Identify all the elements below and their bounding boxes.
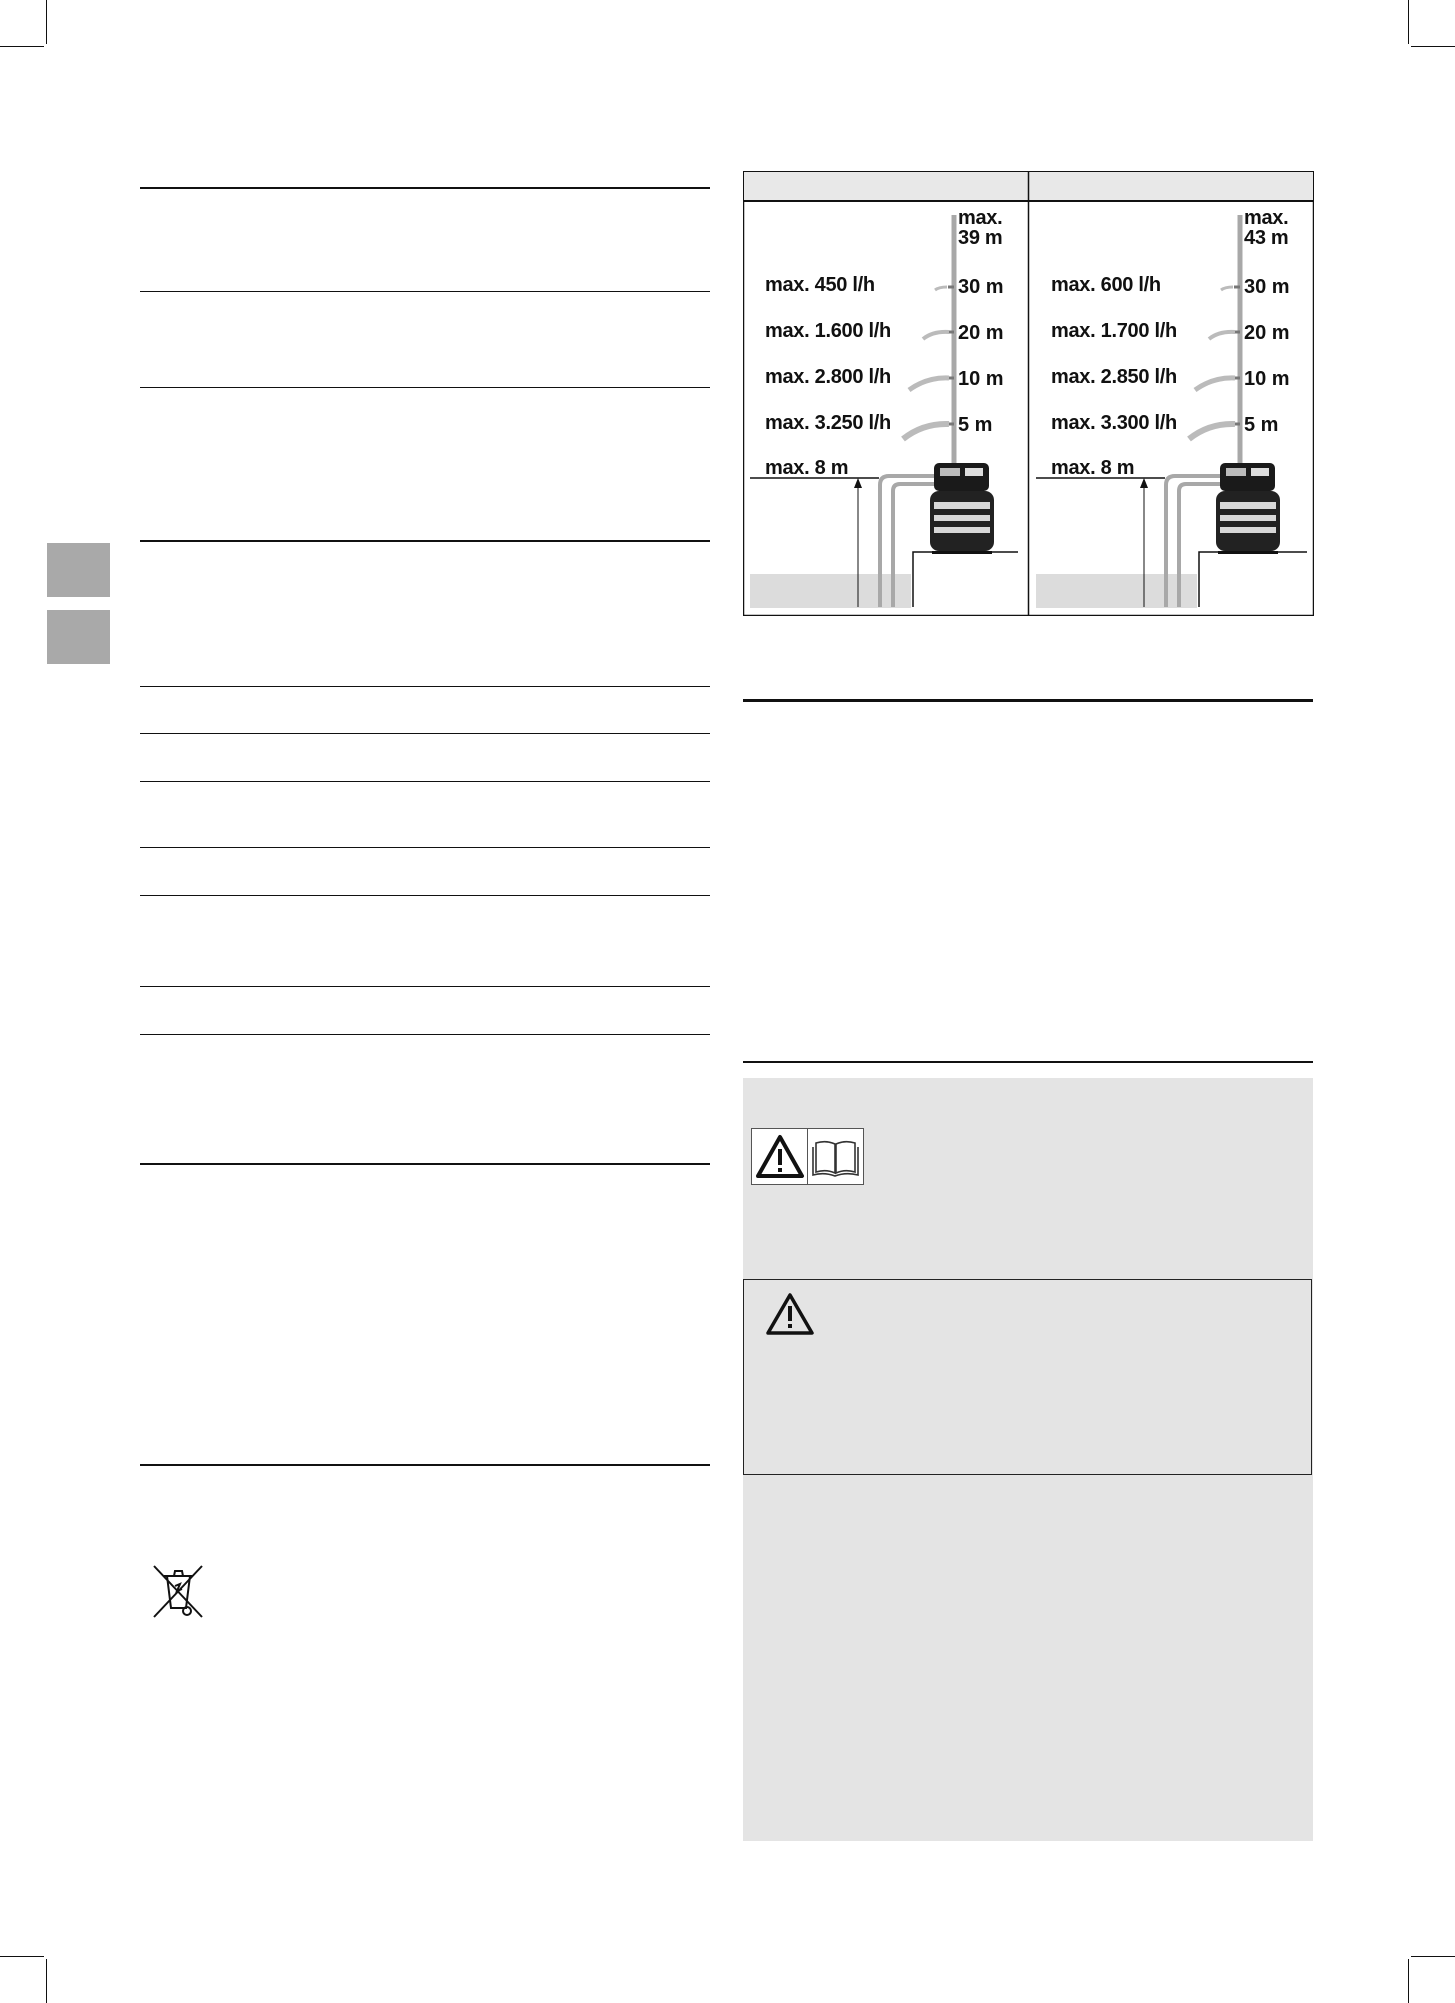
side-tab	[47, 610, 110, 664]
open-book-icon	[807, 1128, 864, 1185]
warning-box	[743, 1279, 1312, 1475]
max-suction-label: max. 8 m	[765, 457, 849, 479]
flow-label: max. 3.250 l/h	[765, 412, 891, 434]
row-rule	[140, 781, 710, 782]
warning-triangle-icon	[751, 1128, 809, 1185]
crop-mark	[46, 1959, 47, 2003]
head-label: 30 m	[958, 276, 1004, 298]
section-rule	[140, 187, 710, 189]
row-rule	[140, 291, 710, 292]
head-label: 20 m	[958, 322, 1004, 344]
row-rule	[140, 1034, 710, 1035]
warning-triangle-icon	[764, 1290, 816, 1338]
performance-table	[743, 171, 1314, 616]
max-head-value: 43 m	[1244, 227, 1289, 249]
crop-mark	[46, 0, 47, 44]
row-rule	[140, 895, 710, 896]
crop-mark	[0, 1956, 44, 1957]
flow-label: max. 3.300 l/h	[1051, 412, 1177, 434]
section-rule	[743, 699, 1313, 702]
row-rule	[140, 686, 710, 687]
flow-label: max. 450 l/h	[765, 274, 875, 296]
flow-label: max. 2.800 l/h	[765, 366, 891, 388]
flow-label: max. 2.850 l/h	[1051, 366, 1177, 388]
head-label: 20 m	[1244, 322, 1290, 344]
flow-label: max. 1.600 l/h	[765, 320, 891, 342]
head-label: 30 m	[1244, 276, 1290, 298]
row-rule	[140, 986, 710, 987]
flow-label: max. 1.700 l/h	[1051, 320, 1177, 342]
crossed-bin-icon	[150, 1562, 206, 1620]
pump-diagram-1	[743, 201, 1028, 616]
max-head-label: max.	[958, 207, 1003, 229]
row-rule	[140, 847, 710, 848]
crop-mark	[1411, 46, 1455, 47]
max-head-value: 39 m	[958, 227, 1003, 249]
max-suction-label: max. 8 m	[1051, 457, 1135, 479]
row-rule	[140, 387, 710, 388]
head-label: 10 m	[958, 368, 1004, 390]
head-label: 5 m	[958, 414, 993, 436]
side-tab	[47, 543, 110, 597]
crop-mark	[1408, 1959, 1409, 2003]
head-label: 5 m	[1244, 414, 1279, 436]
crop-mark	[1411, 1956, 1455, 1957]
section-rule	[140, 1163, 710, 1165]
max-head-label: max.	[1244, 207, 1289, 229]
warning-manual-icons	[751, 1128, 863, 1185]
crop-mark	[0, 46, 44, 47]
head-label: 10 m	[1244, 368, 1290, 390]
section-rule	[140, 1464, 710, 1466]
section-rule	[743, 1061, 1313, 1063]
crop-mark	[1408, 0, 1409, 44]
row-rule	[140, 733, 710, 734]
pump-diagram-2	[1029, 201, 1314, 616]
flow-label: max. 600 l/h	[1051, 274, 1161, 296]
section-rule	[140, 540, 710, 542]
